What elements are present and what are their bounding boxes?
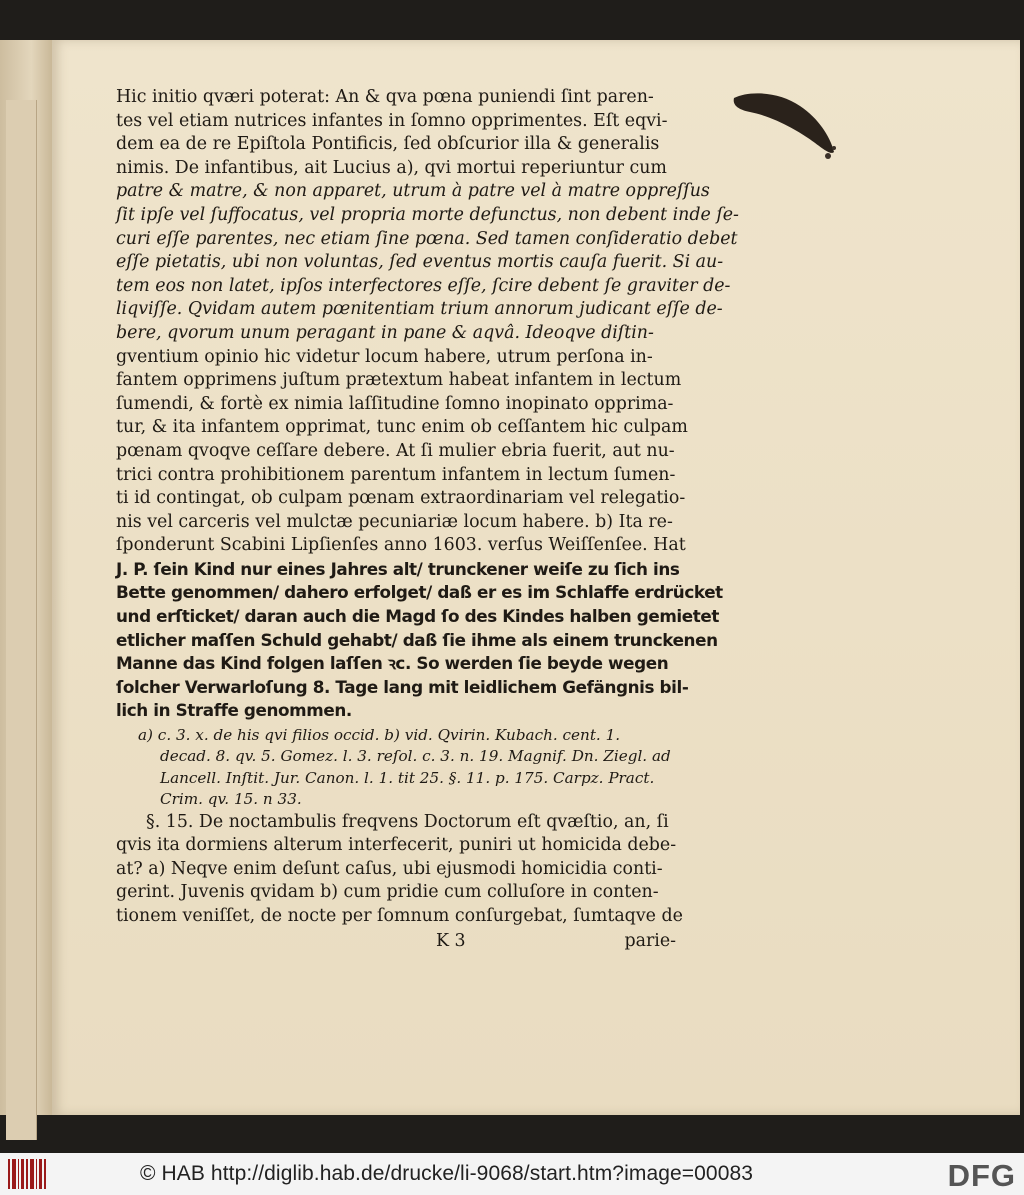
text-line: tionem veniſſet, de nocte per ſomnum conſurgebat, ſumtaqve de bbox=[116, 905, 683, 926]
signature-mark: K 3 bbox=[436, 930, 466, 951]
page-text bbox=[116, 86, 739, 953]
text-line: ſponderunt Scabini Lipſienſes anno 1603. verſus Weiſſenſee. Hat bbox=[116, 535, 686, 556]
text-line: nis vel carceris vel mulctæ pecuniariæ locum habere. b) Ita re- bbox=[116, 511, 673, 532]
text-line: gerint. Juvenis qvidam b) cum pridie cum colluſore in conten- bbox=[116, 882, 659, 903]
hab-barcode-icon bbox=[8, 1159, 46, 1189]
footnote-line: decad. 8. qv. 5. Gomez. l. 3. reſol. c. 3. n. 19. Magnif. Dn. Ziegl. ad bbox=[160, 747, 671, 766]
text-line: Manne das Kind folgen laſſen ꝛc. So werden ſie beyde wegen bbox=[116, 653, 669, 674]
ink-blot-mark bbox=[730, 86, 840, 166]
dfg-logo: DFG bbox=[947, 1158, 1016, 1193]
text-line: etlicher maſſen Schuld gehabt/ daß ſie ihme als einem trunckenen bbox=[116, 629, 718, 650]
text-line: §. 15. De noctambulis freqvens Doctorum eſt qvæſtio, an, ſi bbox=[146, 811, 669, 832]
text-line: tes vel etiam nutrices infantes in ſomno opprimentes. Eſt eqvi- bbox=[116, 110, 668, 131]
footnotes bbox=[138, 725, 676, 811]
text-line: J. P. ſein Kind nur eines Jahres alt/ trunckener weiſe zu ſich ins bbox=[116, 558, 680, 579]
catchword: parie- bbox=[624, 930, 676, 951]
text-line: liqviſſe. Qvidam autem pœnitentiam trium annorum judicant eſſe de- bbox=[116, 299, 723, 320]
footnote-line: Crim. qv. 15. n 33. bbox=[160, 790, 302, 809]
text-line: ti id contingat, ob culpam pœnam extraordinariam vel relegatio- bbox=[116, 488, 686, 509]
footnote-line: Lancell. Inſtit. Jur. Canon. l. 1. tit 25. §. 11. p. 175. Carpz. Pract. bbox=[160, 768, 655, 787]
text-line: ſumendi, & fortè ex nimia laſſitudine ſomno inopinato opprima- bbox=[116, 393, 674, 414]
text-line: qvis ita dormiens alterum interfecerit, puniri ut homicida debe- bbox=[116, 835, 677, 856]
text-line: trici contra prohibitionem parentum infantem in lectum ſumen- bbox=[116, 464, 676, 485]
text-line: ſit ipſe vel ſuffocatus, vel propria morte defunctus, non debent inde ſe- bbox=[116, 204, 739, 225]
text-line: Bette genommen/ dahero erfolget/ daß er es im Schlaffe erdrücket bbox=[116, 582, 723, 603]
viewer-footer bbox=[0, 1153, 1024, 1195]
scanned-page bbox=[52, 40, 1020, 1115]
text-line: lich in Straffe genommen. bbox=[116, 700, 352, 721]
book-spine-shadow bbox=[6, 100, 37, 1140]
text-line: eſſe pietatis, ubi non voluntas, ſed eventus mortis cauſa fuerit. Si au- bbox=[116, 252, 724, 273]
copyright-link[interactable]: © HAB http://diglib.hab.de/drucke/li-9068/start.htm?image=00083 bbox=[140, 1162, 754, 1185]
text-line: und erſticket/ daran auch die Magd ſo des Kindes halben gemietet bbox=[116, 606, 719, 627]
text-line: curi eſſe parentes, nec etiam ſine pœna. Sed tamen conſideratio debet bbox=[116, 228, 738, 249]
text-line: bere, qvorum unum peragant in pane & aqvâ. Ideoqve diſtin- bbox=[116, 322, 654, 343]
text-line: nimis. De infantibus, ait Lucius a), qvi mortui reperiuntur cum bbox=[116, 157, 667, 178]
text-line: Hic initio qværi poterat: An & qva pœna puniendi ſint paren- bbox=[116, 87, 654, 107]
text-line: tem eos non latet, ipſos interfectores eſſe, ſcire debent ſe graviter de- bbox=[116, 275, 731, 296]
text-line: fantem opprimens juſtum prætextum habeat infantem in lectum bbox=[116, 370, 682, 391]
text-line: pœnam qvoqve ceſſare debere. At ſi mulier ebria fuerit, aut nu- bbox=[116, 440, 675, 461]
text-line: ſolcher Verwarloſung 8. Tage lang mit leidlichem Gefängnis bil- bbox=[116, 676, 689, 697]
footnote-line: a) c. 3. x. de his qvi filios occid. b) vid. Qvirin. Kubach. cent. 1. bbox=[138, 726, 621, 745]
book-left-edge bbox=[0, 40, 52, 1115]
text-line: patre & matre, & non apparet, utrum à patre vel à matre oppreſſus bbox=[116, 181, 710, 202]
text-line: dem ea de re Epiſtola Pontificis, ſed obſcurior illa & generalis bbox=[116, 134, 660, 155]
text-line: at? a) Neqve enim deſunt caſus, ubi ejusmodi homicidia conti- bbox=[116, 858, 663, 879]
text-line: gventium opinio hic videtur locum habere, utrum perſona in- bbox=[116, 346, 653, 367]
page-signature-row bbox=[116, 929, 676, 953]
text-line: tur, & ita infantem opprimat, tunc enim ob ceſſantem hic culpam bbox=[116, 417, 688, 438]
